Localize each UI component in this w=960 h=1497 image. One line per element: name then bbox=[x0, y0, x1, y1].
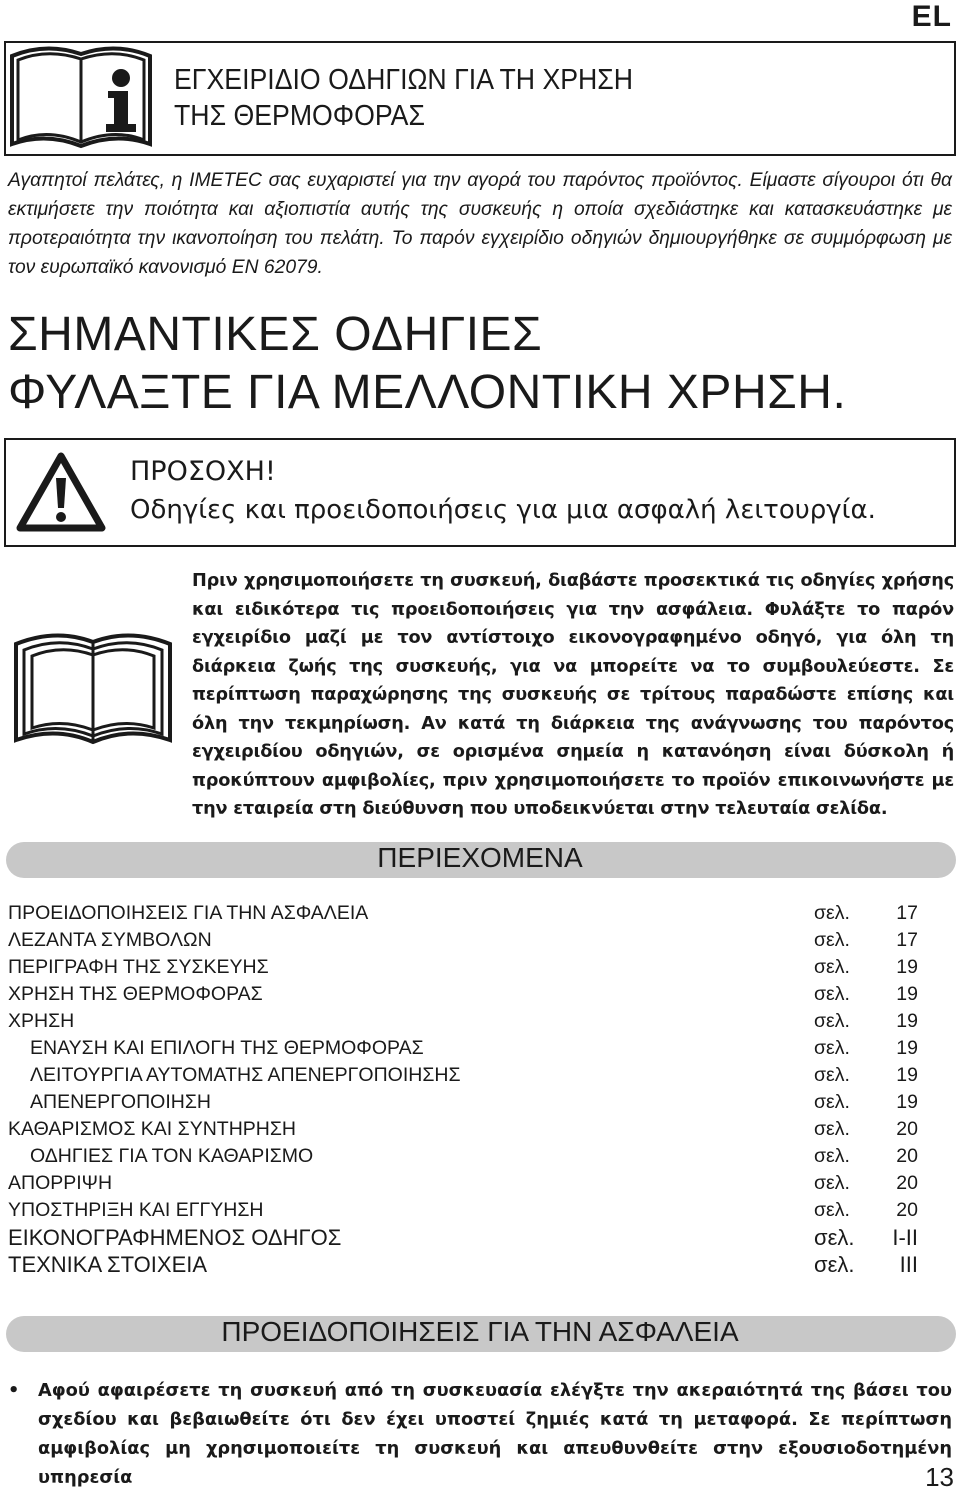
toc-entry bbox=[8, 1197, 918, 1224]
toc-entry-page-label: σελ. bbox=[814, 1172, 850, 1194]
important-line2: ΦΥΛΑΞΤΕ ΓΙΑ ΜΕΛΛΟΝΤΙΚΗ ΧΡΗΣΗ. bbox=[8, 366, 847, 419]
toc-entry-page-label: σελ. bbox=[814, 1225, 855, 1250]
safety-bullet-text: Αφού αφαιρέσετε τη συσκευή από τη συσκευασία ελέγξτε την ακεραιότητά της βάσει του σχεδίου και βεβαιωθείτε ότι δεν έχει υποστεί ζημιές κατά τη μεταφορά. Σε περίπτωση αμφιβολίας μη χρησιμοποιείτε τη συσκευή και απευθυνθείτε στην εξουσιοδοτημένη υπηρεσία bbox=[38, 1380, 952, 1488]
toc-entry-page-number: 19 bbox=[896, 1064, 918, 1086]
toc-entry bbox=[8, 1251, 918, 1278]
toc-entry-page-number: 20 bbox=[896, 1118, 918, 1140]
toc-entry-page-number: 17 bbox=[896, 902, 918, 924]
warning-title: ΠΡΟΣΟΧΗ! bbox=[130, 456, 276, 487]
toc-entry-page-label: σελ. bbox=[814, 929, 850, 951]
toc-entry-page-number: 17 bbox=[896, 929, 918, 951]
toc-entry bbox=[8, 1143, 918, 1170]
open-book-icon bbox=[8, 622, 178, 750]
toc-entry-page-label: σελ. bbox=[814, 1064, 850, 1086]
safety-bullet-item bbox=[8, 1376, 952, 1492]
toc-entry-title: ΛΕΙΤΟΥΡΓΙΑ ΑΥΤΟΜΑΤΗΣ ΑΠΕΝΕΡΓΟΠΟΙΗΣΗΣ bbox=[30, 1064, 461, 1086]
safety-heading: ΠΡΟΕΙΔΟΠΟΙΗΣΕΙΣ ΓΙΑ ΤΗΝ ΑΣΦΑΛΕΙΑ bbox=[221, 1316, 739, 1347]
reading-note-paragraph: Πριν χρησιμοποιήσετε τη συσκευή, διαβάστε προσεκτικά τις οδηγίες χρήσης και ειδικότερα τις προειδοποιήσεις για την ασφάλεια. Φυλάξτε το παρόν εγχειρίδιο μαζί με τον αντίστοιχο εικονογραφημένο οδηγό, για όλη τη διάρκεια ζωής της συσκευής, για να μπορείτε να το συμβουλεύεστε. Σε περίπτωση παραχώρησης της συσκευής σε τρίτους παραδώστε επίσης και όλη την τεκμηρίωση. Αν κατά τη διάρκεια της ανάγνωσης του παρόντος εγχειριδίου οδηγιών, σε ορισμένα σημεία η κατανόηση είναι δύσκολη ή προκύπτουν αμφιβολίες, πριν χρησιμοποιήσετε το προϊόν επικοινωνήστε με την εταιρεία στη διεύθυνση που υποδεικνύεται στην τελευταία σελίδα. bbox=[192, 571, 954, 819]
table-of-contents bbox=[8, 900, 918, 1278]
toc-entry-title: ΑΠΟΡΡΙΨΗ bbox=[8, 1172, 113, 1194]
important-line1: ΣΗΜΑΝΤΙΚΕΣ ΟΔΗΓΙΕΣ bbox=[8, 308, 543, 361]
toc-entry-page-number: 19 bbox=[896, 1037, 918, 1059]
toc-entry-title: ΕΝΑΥΣΗ ΚΑΙ ΕΠΙΛΟΓΗ ΤΗΣ ΘΕΡΜΟΦΟΡΑΣ bbox=[30, 1037, 424, 1059]
manual-title-line2: ΤΗΣ ΘΕΡΜΟΦΟΡΑΣ bbox=[174, 100, 425, 132]
toc-entry bbox=[8, 1062, 918, 1089]
page-number: 13 bbox=[925, 1462, 954, 1492]
toc-entry bbox=[8, 900, 918, 927]
toc-entry-title: ΠΡΟΕΙΔΟΠΟΙΗΣΕΙΣ ΓΙΑ ΤΗΝ ΑΣΦΑΛΕΙΑ bbox=[8, 902, 369, 924]
toc-entry-page-number: 19 bbox=[896, 956, 918, 978]
toc-entry-page-label: σελ. bbox=[814, 1118, 850, 1140]
toc-entry-page-number: I-II bbox=[892, 1225, 918, 1250]
warning-subtitle: Οδηγίες και προειδοποιήσεις για μια ασφαλή λειτουργία. bbox=[130, 495, 876, 525]
toc-entry-title: ΚΑΘΑΡΙΣΜΟΣ ΚΑΙ ΣΥΝΤΗΡΗΣΗ bbox=[8, 1118, 296, 1140]
toc-entry-title: ΑΠΕΝΕΡΓΟΠΟΙΗΣΗ bbox=[30, 1091, 211, 1113]
toc-entry-title: ΤΕΧΝΙΚΑ ΣΤΟΙΧΕΙΑ bbox=[8, 1252, 208, 1277]
toc-entry-page-number: 19 bbox=[896, 983, 918, 1005]
toc-entry bbox=[8, 954, 918, 981]
language-code: EL bbox=[911, 0, 952, 33]
toc-entry-title: ΛΕΖΑΝΤΑ ΣΥΜΒΟΛΩΝ bbox=[8, 929, 212, 951]
toc-entry bbox=[8, 927, 918, 954]
important-instructions-heading bbox=[8, 306, 846, 422]
toc-entry bbox=[8, 1170, 918, 1197]
toc-entry-page-label: σελ. bbox=[814, 1252, 855, 1277]
toc-entry-title: ΟΔΗΓΙΕΣ ΓΙΑ ΤΟΝ ΚΑΘΑΡΙΣΜΟ bbox=[30, 1145, 314, 1167]
manual-title bbox=[174, 62, 633, 134]
toc-heading: ΠΕΡΙΕΧΟΜΕΝΑ bbox=[377, 842, 583, 873]
intro-paragraph: Αγαπητοί πελάτες, η IMETEC σας ευχαριστεί για την αγορά του παρόντος προϊόντος. Είμαστε σίγουροι ότι θα εκτιμήσετε την ποιότητα και αξιοπιστία αυτής της συσκευής η οποία σχεδιάστηκε και κατασκευάστηκε με προτεραιότητα την ικανοποίηση του πελάτη. Το παρόν εγχειρίδιο οδηγιών δημιουργήθηκε σε συμμόρφωση με τον ευρωπαϊκό κανονισμό EN 62079. bbox=[8, 170, 952, 278]
info-book-icon bbox=[6, 44, 156, 154]
toc-entry-page-label: σελ. bbox=[814, 1091, 850, 1113]
toc-entry bbox=[8, 1089, 918, 1116]
toc-entry bbox=[8, 981, 918, 1008]
toc-entry bbox=[8, 1116, 918, 1143]
toc-entry-page-number: III bbox=[899, 1252, 918, 1277]
manual-title-line1: ΕΓΧΕΙΡΙΔΙΟ ΟΔΗΓΙΩΝ ΓΙΑ ΤΗ ΧΡΗΣΗ bbox=[174, 64, 634, 96]
toc-entry-page-label: σελ. bbox=[814, 1145, 850, 1167]
toc-entry-title: ΧΡΗΣΗ bbox=[8, 1010, 75, 1032]
toc-entry-title: ΧΡΗΣΗ ΤΗΣ ΘΕΡΜΟΦΟΡΑΣ bbox=[8, 983, 263, 1005]
toc-entry-page-label: σελ. bbox=[814, 1010, 850, 1032]
toc-entry-page-number: 19 bbox=[896, 1091, 918, 1113]
toc-entry-page-label: σελ. bbox=[814, 1037, 850, 1059]
toc-entry-page-label: σελ. bbox=[814, 983, 850, 1005]
toc-entry-page-label: σελ. bbox=[814, 902, 850, 924]
toc-entry-title: ΕΙΚΟΝΟΓΡΑΦΗΜΕΝΟΣ ΟΔΗΓΟΣ bbox=[8, 1225, 342, 1250]
toc-entry-page-label: σελ. bbox=[814, 1199, 850, 1221]
toc-entry-page-number: 20 bbox=[896, 1145, 918, 1167]
toc-entry bbox=[8, 1008, 918, 1035]
bullet-dot: • bbox=[8, 1380, 20, 1401]
toc-entry-page-label: σελ. bbox=[814, 956, 850, 978]
toc-entry bbox=[8, 1224, 918, 1251]
toc-entry-page-number: 20 bbox=[896, 1199, 918, 1221]
toc-entry-page-number: 20 bbox=[896, 1172, 918, 1194]
toc-entry-title: ΥΠΟΣΤΗΡΙΞΗ ΚΑΙ ΕΓΓΥΗΣΗ bbox=[8, 1199, 264, 1221]
toc-entry bbox=[8, 1035, 918, 1062]
toc-entry-page-number: 19 bbox=[896, 1010, 918, 1032]
warning-triangle-icon bbox=[14, 450, 108, 534]
toc-entry-title: ΠΕΡΙΓΡΑΦΗ ΤΗΣ ΣΥΣΚΕΥΗΣ bbox=[8, 956, 269, 978]
